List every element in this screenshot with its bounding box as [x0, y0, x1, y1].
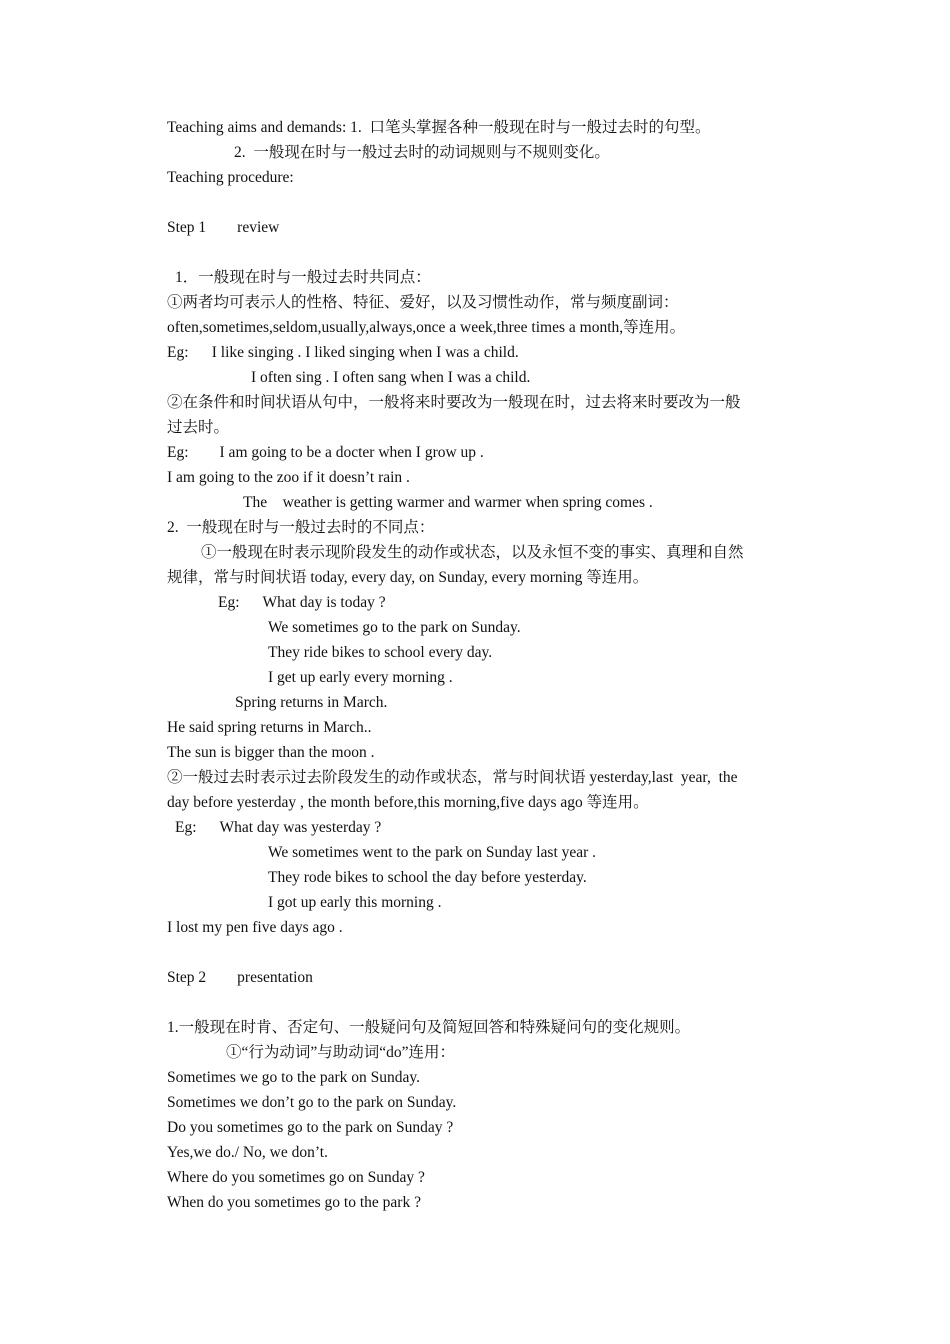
paragraph-line: 过去时。 — [167, 419, 230, 436]
example-line: Eg: What day was yesterday ? — [175, 819, 382, 836]
teaching-procedure-heading: Teaching procedure: — [167, 169, 294, 186]
example-line: Sometimes we don’t go to the park on Sunday. — [167, 1094, 457, 1111]
step-1-heading: Step 1 review — [167, 219, 280, 236]
example-line: Where do you sometimes go on Sunday ? — [167, 1169, 425, 1186]
example-line: The sun is bigger than the moon . — [167, 744, 375, 761]
example-line: I got up early this morning . — [268, 894, 442, 911]
example-line: Eg: I am going to be a docter when I grow up . — [167, 444, 484, 461]
step-2-heading: Step 2 presentation — [167, 969, 313, 986]
paragraph-line: ①两者均可表示人的性格、特征、爱好，以及习惯性动作，常与频度副词： — [167, 294, 679, 311]
example-line: When do you sometimes go to the park ? — [167, 1194, 421, 1211]
teaching-aims-line-2: 2. 一般现在时与一般过去时的动词规则与不规则变化。 — [234, 144, 610, 161]
section-heading: 1.一般现在时肯、否定句、一般疑问句及简短回答和特殊疑问句的变化规则。 — [167, 1019, 691, 1036]
section-1-heading: 1．一般现在时与一般过去时共同点： — [175, 269, 431, 286]
example-line: We sometimes go to the park on Sunday. — [268, 619, 521, 636]
paragraph-line: day before yesterday , the month before,this morning,five days ago 等连用。 — [167, 794, 649, 811]
subsection-heading: ①“行为动词”与助动词“do”连用： — [226, 1044, 456, 1061]
example-line: I am going to the zoo if it doesn’t rain . — [167, 469, 410, 486]
example-line: Eg: I like singing . I liked singing when I was a child. — [167, 344, 519, 361]
example-line: I lost my pen five days ago . — [167, 919, 343, 936]
paragraph-line: ①一般现在时表示现阶段发生的动作或状态，以及永恒不变的事实、真理和自然 — [201, 544, 744, 561]
teaching-aims-line: Teaching aims and demands: 1. 口笔头掌握各种一般现在时与一般过去时的句型。 — [167, 119, 711, 136]
example-line: Yes,we do./ No, we don’t. — [167, 1144, 328, 1161]
paragraph-line: ②在条件和时间状语从句中，一般将来时要改为一般现在时，过去将来时要改为一般 — [167, 394, 741, 411]
paragraph-line: 规律，常与时间状语 today, every day, on Sunday, every morning 等连用。 — [167, 569, 649, 586]
example-line: The weather is getting warmer and warmer when spring comes . — [243, 494, 653, 511]
example-line: He said spring returns in March.. — [167, 719, 372, 736]
example-line: Sometimes we go to the park on Sunday. — [167, 1069, 420, 1086]
example-line: Eg: What day is today ? — [218, 594, 386, 611]
example-line: They ride bikes to school every day. — [268, 644, 493, 661]
example-line: Spring returns in March. — [235, 694, 388, 711]
example-line: I often sing . I often sang when I was a child. — [251, 369, 531, 386]
example-line: Do you sometimes go to the park on Sunday ? — [167, 1119, 454, 1136]
section-2-heading: 2. 一般现在时与一般过去时的不同点： — [167, 519, 435, 536]
example-line: We sometimes went to the park on Sunday last year . — [268, 844, 597, 861]
paragraph-line: ②一般过去时表示过去阶段发生的动作或状态，常与时间状语 yesterday,last year, the — [167, 769, 738, 786]
paragraph-line: often,sometimes,seldom,usually,always,once a week,three times a month,等连用。 — [167, 319, 686, 336]
example-line: They rode bikes to school the day before yesterday. — [268, 869, 587, 886]
example-line: I get up early every morning . — [268, 669, 453, 686]
